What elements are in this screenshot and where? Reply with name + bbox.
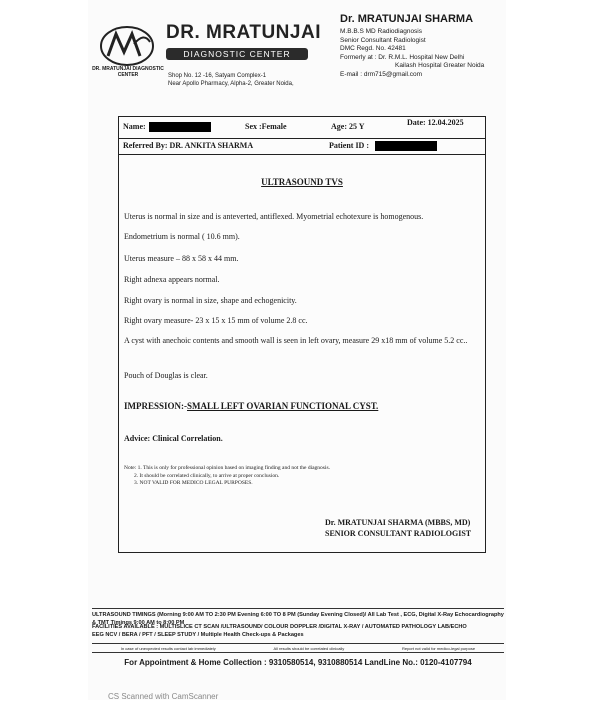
doctor-name: Dr. MRATUNJAI SHARMA (340, 13, 474, 25)
address-line-2: Near Apollo Pharmacy, Alpha-2, Greater Noida, (168, 81, 294, 87)
footer-contact: For Appointment & Home Collection : 9310580514, 9310880514 LandLine No.: 0120-4107794 (124, 658, 472, 667)
footer-timings: ULTRASOUND TIMINGS (Morning 9:00 AM TO 2:30 PM Evening 6:00 TO 8 PM (Sunday Evening Closed)/ All Lab Test , ECG, Digital X-Ray Echocardiography & TMT Timings 9:00 AM to 8:00 PM (92, 612, 504, 626)
signature-block (325, 517, 471, 539)
finding-right-ovary: Right ovary is normal in size, shape and echogenicity. (124, 296, 297, 305)
patient-sex: Sex :Female (245, 122, 287, 131)
note-1: Note: 1. This is only for professional opinion based on imaging finding and not the diagnosis. (124, 465, 330, 471)
finding-right-ovary-measure: Right ovary measure- 23 x 15 x 15 mm of volume 2.8 cc. (124, 316, 308, 325)
signature-title: SENIOR CONSULTANT RADIOLOGIST (325, 529, 472, 538)
report-date: Date: 12.04.2025 (407, 118, 464, 127)
impression-text: SMALL LEFT OVARIAN FUNCTIONAL CYST. (187, 401, 379, 411)
footer-facilities-2: EEG NCV / BERA / PFT / SLEEP STUDY / Multiple Health Check-ups & Packages (92, 632, 304, 638)
patient-age: Age: 25 Y (331, 122, 365, 131)
disclaimer-notes (124, 465, 330, 488)
patient-id-label: Patient ID : (329, 141, 369, 150)
doctor-title: Senior Consultant Radiologist (340, 36, 426, 44)
note-3: 3. NOT VALID FOR MEDICO LEGAL PURPOSES. (134, 480, 253, 486)
signature-name: Dr. MRATUNJAI SHARMA (MBBS, MD) (325, 518, 471, 527)
advice: Advice: Clinical Correlation. (124, 434, 223, 443)
report-title: ULTRASOUND TVS (261, 177, 343, 187)
footer-notes (92, 646, 504, 651)
doctor-degree: M.B.B.S MD Radiodiagnosis (340, 28, 423, 35)
impression (124, 401, 476, 412)
footer-divider-bottom (92, 652, 504, 653)
finding-uterus: Uterus is normal in size and is anteverted, antiflexed. Myometrial echotexure is homogenous. (124, 212, 424, 221)
footer-facilities: FACILITIES AVAILABLE : MULTISLICE CT SCAN /ULTRASOUND/ COLOUR DOPPLER /DIGITAL X-RAY / AUTOMATED PATHOLOGY LAB/ECHO (92, 624, 467, 630)
formerly-at-2: Kailash Hospital Greater Noida (395, 62, 485, 70)
center-name: DR. MRATUNJAI (166, 22, 321, 43)
name-label: Name: (123, 122, 146, 131)
footer-divider-mid (92, 643, 504, 644)
center-logo (98, 22, 156, 70)
footer-note-a: In case of unexpected results contact lab immediately (120, 646, 216, 651)
logo-caption: DR. MRATUNJAI DIAGNOSTIC CENTER (92, 66, 164, 78)
doctor-email: E-mail : drm715@gmail.com (340, 70, 423, 78)
dmc-registration: DMC Regd. No. 42481 (340, 45, 406, 53)
impression-label: IMPRESSION:- (124, 401, 188, 411)
finding-right-adnexa: Right adnexa appears normal. (124, 275, 220, 284)
redacted-name (149, 122, 211, 132)
patient-header-row-2 (119, 138, 485, 155)
referred-by: Referred By: DR. ANKITA SHARMA (123, 141, 254, 150)
patient-header-row-1 (119, 117, 485, 139)
formerly-at: Formerly at : Dr. R.M.L. Hospital New Delhi (340, 53, 465, 61)
center-address (168, 72, 294, 88)
finding-uterus-measure: Uterus measure – 88 x 58 x 44 mm. (124, 254, 239, 263)
center-subtitle: DIAGNOSTIC CENTER (166, 48, 308, 60)
footer-divider-top (92, 608, 504, 609)
report-box (118, 116, 486, 553)
footer-note-c: Report not valid for medico-legal purpose (401, 646, 476, 651)
finding-endometrium: Endometrium is normal ( 10.6 mm). (124, 232, 240, 241)
doctor-info (340, 12, 484, 80)
finding-left-ovary-cyst: A cyst with anechoic contents and smooth wall is seen in left ovary, measure 29 x18 mm of volume 5.2 cc.. (124, 336, 468, 345)
redacted-patient-id (375, 141, 437, 151)
finding-pouch-of-douglas: Pouch of Douglas is clear. (124, 371, 208, 380)
footer-note-b: All results should be correlated clinically (273, 646, 345, 651)
address-line-1: Shop No. 12 -16, Satyam Complex-1 (168, 73, 267, 79)
note-2: 2. It should be correlated clinically, to arrive at proper conclusion. (134, 472, 280, 479)
scanner-watermark: CS Scanned with CamScanner (108, 692, 219, 701)
